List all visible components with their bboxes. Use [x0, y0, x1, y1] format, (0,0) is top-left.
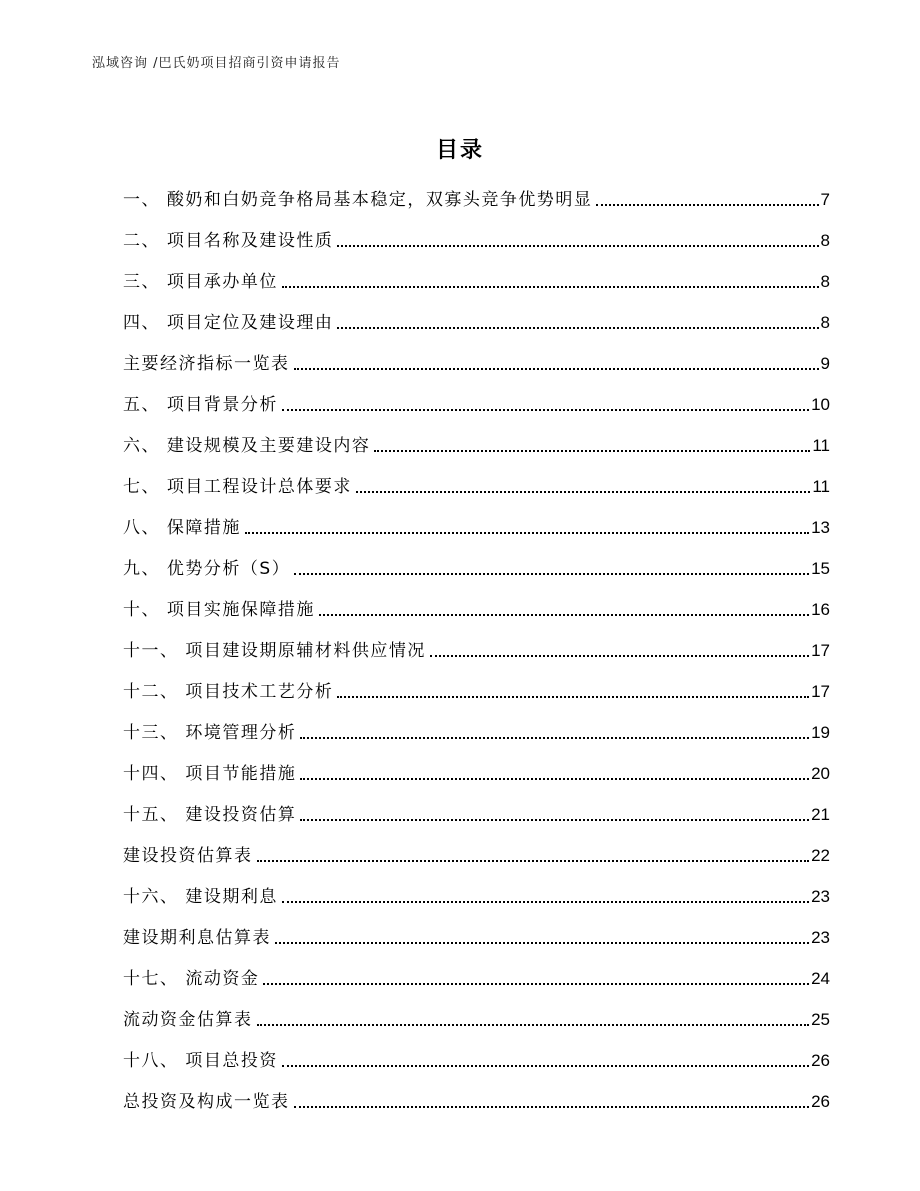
toc-leader-dots — [294, 573, 809, 575]
toc-entry-label: 十四、 项目节能措施 — [123, 764, 297, 784]
toc-entry-label: 七、 项目工程设计总体要求 — [123, 477, 352, 497]
toc-entry-label: 十六、 建设期利息 — [123, 887, 278, 907]
toc-entry[interactable] — [123, 171, 830, 212]
toc-entry-label: 九、 优势分析（S） — [123, 559, 291, 579]
toc-leader-dots — [263, 983, 809, 985]
toc-entry-page: 15 — [811, 559, 830, 578]
toc-entry-label: 主要经济指标一览表 — [123, 354, 290, 374]
toc-leader-dots — [337, 696, 809, 698]
toc-entry-label: 三、 项目承办单位 — [123, 272, 278, 292]
toc-entry-page: 23 — [811, 887, 830, 906]
toc-entry-label: 十一、 项目建设期原辅材料供应情况 — [123, 641, 426, 661]
toc-entry[interactable] — [123, 294, 830, 335]
toc-leader-dots — [300, 737, 809, 739]
running-header: 泓域咨询 /巴氏奶项目招商引资申请报告 — [92, 56, 341, 71]
toc-entry-page: 17 — [811, 641, 830, 660]
toc-entry-label: 四、 项目定位及建设理由 — [123, 313, 334, 333]
toc-entry-label: 流动资金估算表 — [123, 1010, 253, 1030]
toc-entry[interactable] — [123, 376, 830, 417]
toc-entry-label: 五、 项目背景分析 — [123, 395, 278, 415]
toc-entry-page: 20 — [811, 764, 830, 783]
toc-entry[interactable] — [123, 622, 830, 663]
toc-leader-dots — [275, 942, 809, 944]
toc-entry-page: 11 — [812, 436, 830, 455]
table-of-contents — [123, 171, 830, 1114]
toc-leader-dots — [294, 1106, 810, 1108]
toc-entry-label: 六、 建设规模及主要建设内容 — [123, 436, 371, 456]
toc-entry-label: 八、 保障措施 — [123, 518, 241, 538]
toc-entry-page: 24 — [811, 969, 830, 988]
toc-entry-label: 建设期利息估算表 — [123, 928, 271, 948]
toc-entry[interactable] — [123, 663, 830, 704]
toc-entry-page: 13 — [811, 518, 830, 537]
toc-leader-dots — [356, 491, 810, 493]
toc-leader-dots — [319, 614, 809, 616]
toc-entry-page: 23 — [811, 928, 830, 947]
toc-entry[interactable] — [123, 1032, 830, 1073]
toc-entry-label: 总投资及构成一览表 — [123, 1092, 290, 1112]
toc-leader-dots — [257, 860, 810, 862]
toc-entry-page: 21 — [811, 805, 830, 824]
toc-leader-dots — [282, 1065, 809, 1067]
toc-entry-page: 17 — [811, 682, 830, 701]
toc-entry-page: 8 — [820, 272, 830, 291]
toc-entry-page: 11 — [812, 477, 830, 496]
toc-entry[interactable] — [123, 212, 830, 253]
toc-entry-label: 一、 酸奶和白奶竞争格局基本稳定，双寡头竞争优势明显 — [123, 190, 593, 210]
toc-leader-dots — [245, 532, 809, 534]
toc-entry[interactable] — [123, 1073, 830, 1114]
toc-entry[interactable] — [123, 335, 830, 376]
toc-leader-dots — [337, 327, 818, 329]
toc-leader-dots — [300, 819, 809, 821]
toc-entry-label: 十、 项目实施保障措施 — [123, 600, 315, 620]
toc-entry-label: 十二、 项目技术工艺分析 — [123, 682, 334, 702]
toc-entry-page: 10 — [811, 395, 830, 414]
toc-entry-page: 16 — [811, 600, 830, 619]
toc-entry-label: 十三、 环境管理分析 — [123, 723, 297, 743]
toc-entry[interactable] — [123, 581, 830, 622]
toc-entry[interactable] — [123, 253, 830, 294]
toc-leader-dots — [430, 655, 809, 657]
toc-entry-page: 26 — [811, 1051, 830, 1070]
toc-leader-dots — [596, 204, 818, 206]
toc-entry-page: 7 — [820, 190, 830, 209]
toc-entry-page: 8 — [820, 231, 830, 250]
toc-leader-dots — [337, 245, 818, 247]
toc-leader-dots — [300, 778, 809, 780]
toc-entry-page: 9 — [820, 354, 830, 373]
toc-entry-page: 26 — [811, 1092, 830, 1111]
toc-entry[interactable] — [123, 499, 830, 540]
page-title: 目录 — [435, 137, 484, 163]
toc-entry[interactable] — [123, 417, 830, 458]
toc-entry-label: 建设投资估算表 — [123, 846, 253, 866]
toc-entry-label: 十五、 建设投资估算 — [123, 805, 297, 825]
toc-entry[interactable] — [123, 786, 830, 827]
toc-leader-dots — [294, 368, 819, 370]
toc-entry-page: 25 — [811, 1010, 830, 1029]
toc-entry-page: 22 — [811, 846, 830, 865]
toc-entry[interactable] — [123, 868, 830, 909]
toc-leader-dots — [282, 409, 809, 411]
toc-leader-dots — [257, 1024, 810, 1026]
toc-entry[interactable] — [123, 458, 830, 499]
toc-entry[interactable] — [123, 827, 830, 868]
toc-entry[interactable] — [123, 991, 830, 1032]
toc-entry-page: 8 — [820, 313, 830, 332]
toc-entry-label: 十八、 项目总投资 — [123, 1051, 278, 1071]
toc-entry-label: 二、 项目名称及建设性质 — [123, 231, 334, 251]
toc-entry[interactable] — [123, 745, 830, 786]
toc-entry[interactable] — [123, 540, 830, 581]
toc-entry-label: 十七、 流动资金 — [123, 969, 260, 989]
toc-entry-page: 19 — [811, 723, 830, 742]
toc-entry[interactable] — [123, 704, 830, 745]
toc-leader-dots — [374, 450, 810, 452]
toc-leader-dots — [282, 901, 809, 903]
toc-leader-dots — [282, 286, 819, 288]
toc-entry[interactable] — [123, 909, 830, 950]
toc-entry[interactable] — [123, 950, 830, 991]
